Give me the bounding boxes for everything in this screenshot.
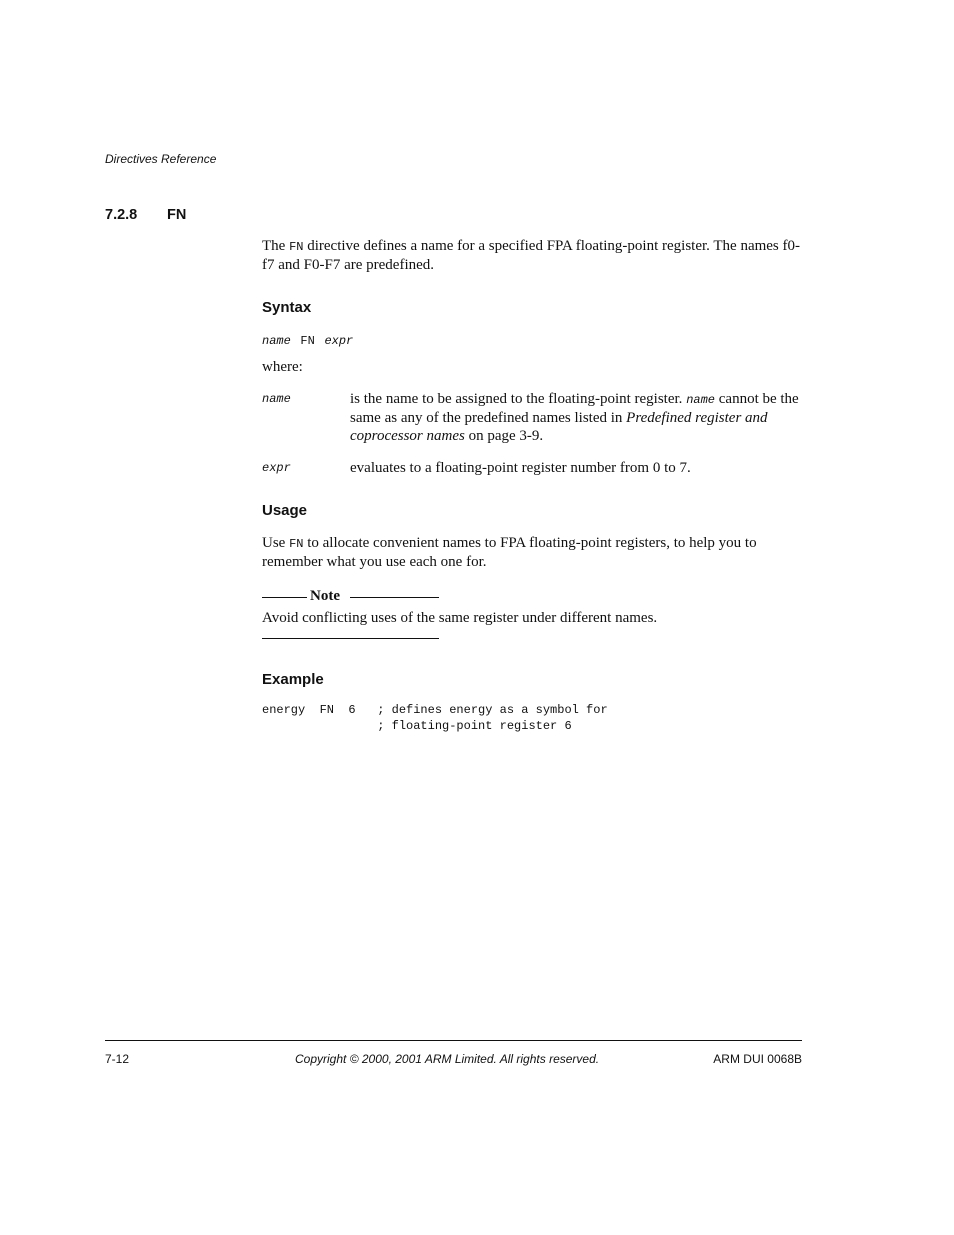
note-rule-bottom [262, 638, 439, 639]
param-desc-name [350, 390, 802, 445]
cross-reference: Predefined register and coprocessor names [350, 410, 768, 444]
param-desc-text-2: cannot be the same as any of the predefined names listed in [350, 391, 799, 426]
syntax-op: FN [300, 334, 315, 348]
syntax-expr: expr [324, 334, 354, 348]
param-desc-expr: evaluates to a floating-point register number from 0 to 7. [350, 460, 691, 476]
param-desc-code: name [686, 393, 715, 407]
syntax-heading: Syntax [262, 299, 312, 316]
usage-text-2: to allocate convenient names to FPA floating-point registers, to help you to remember what you use each one for. [262, 535, 757, 570]
section-number: 7.2.8 [105, 207, 138, 223]
usage-text-1: Use [262, 535, 290, 551]
section-title: FN [167, 207, 187, 223]
note-rule-right [350, 597, 439, 598]
page-number: 7-12 [105, 1052, 130, 1066]
note-header [262, 588, 439, 606]
syntax-line [262, 331, 353, 349]
param-desc-text-3: on page 3-9. [464, 428, 544, 444]
example-heading: Example [262, 671, 324, 688]
footer-rule [105, 1040, 802, 1041]
where-label: where: [262, 359, 303, 375]
param-term-name: name [262, 392, 291, 406]
syntax-name: name [262, 334, 291, 348]
usage-code: FN [289, 537, 304, 551]
usage-paragraph [262, 534, 802, 571]
param-term-expr: expr [262, 461, 291, 475]
param-desc-text-1: is the name to be assigned to the floating-point register. [350, 391, 687, 407]
intro-paragraph [262, 237, 802, 274]
intro-text-2: directive defines a name for a specified FPA floating-point register. The names f0-f7 and F0-F7 are predefined. [262, 238, 801, 273]
note-rule-left [262, 597, 307, 598]
intro-text-1: The [262, 238, 290, 254]
document-id: ARM DUI 0068B [713, 1052, 802, 1066]
running-header: Directives Reference [105, 152, 217, 166]
note-label: Note [310, 588, 340, 604]
usage-heading: Usage [262, 502, 308, 519]
example-code: energy FN 6 ; defines energy as a symbol for ; floating-point register 6 [262, 703, 608, 733]
note-text: Avoid conflicting uses of the same register under different names. [262, 610, 658, 626]
copyright-notice: Copyright © 2000, 2001 ARM Limited. All rights reserved. [295, 1052, 600, 1066]
intro-code: FN [289, 240, 304, 254]
